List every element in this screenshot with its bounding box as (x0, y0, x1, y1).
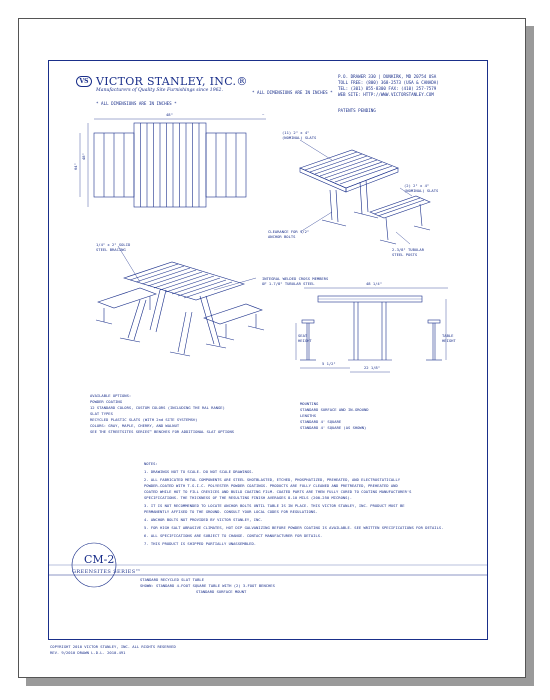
options-line: 12 STANDARD COLORS, CUSTOM COLORS (INCLUDING THE RAL RANGE) (90, 405, 225, 410)
seat-height-label: HEIGHT (298, 338, 312, 343)
company-tagline: Manufacturers of Quality Site Furnishings since 1962. (96, 88, 223, 93)
company-logo: VS (76, 76, 92, 87)
plan-depth-dimension: 64" (73, 163, 78, 170)
callout-anchor-clearance: CLEARANCE FOR 1/2" (268, 229, 310, 234)
mounting-line: STANDARD SURFACE AND IN-GROUND (300, 407, 369, 412)
mounting-line: LENGTHS (300, 413, 317, 418)
callout-bench-slats-qty: (2) 2" x 4" (404, 183, 430, 188)
callout-bracing: STEEL BRACING (96, 247, 126, 252)
elevation-view (296, 288, 448, 372)
company-name: VICTOR STANLEY, INC.® (96, 75, 248, 88)
note-line: COATED WHILE HOT TO FILL CREVICES AND BUILD COATING FILM. COATED PARTS ARE THEN FULLY CURED TO COATING MANUFACTURER'S (144, 489, 412, 494)
dimensions-note-left: * ALL DIMENSIONS ARE IN INCHES * (96, 101, 177, 106)
options-line: AVAILABLE OPTIONS: (90, 393, 132, 398)
contact-line: P.O. DRAWER 330 | DUNKIRK, MD 20754 USA (338, 74, 437, 79)
callout-anchor-bolts: ANCHOR BOLTS (268, 234, 296, 239)
note-line: 5. FOR HIGH SALT ABRASIVE CLIMATES, HOT DIP GALVANIZING BEFORE POWDER COATING IS AVAILABLE. SEE WRITTEN SPECIFICATIONS FOR DETAILS. (144, 525, 444, 530)
callout-tubular-posts: 2-3/8" TUBULAR (392, 247, 425, 252)
callout-top-slats: (NOMINAL) SLATS (282, 135, 317, 140)
mounting-line: STANDARD 4' SQUARE (AS SHOWN) (300, 425, 367, 430)
contact-line: TEL: (301) 855-8300 FAX: (410) 257-7579 (338, 86, 437, 91)
series-name: GREENSITES SERIES™ (72, 569, 141, 575)
plan-overall-dimension: ~ (262, 112, 265, 117)
options-line: POWDER COATING (90, 399, 123, 404)
contact-line: WEB SITE: HTTP://WWW.VICTORSTANLEY.COM (338, 92, 434, 97)
seat-height-label: SEAT (298, 333, 308, 338)
patent-note: PATENTS PENDING (338, 108, 376, 113)
note-line: 1. DRAWINGS NOT TO SCALE. DO NOT SCALE DRAWINGS. (144, 469, 254, 474)
plan-view (80, 119, 266, 207)
note-line: PERMANENTLY AFFIXED TO THE GROUND. CONSULT YOUR LOCAL CODES FOR REGULATIONS. (144, 509, 318, 514)
note-line: 7. THIS PRODUCT IS SHIPPED PARTIALLY UNASSEMBLED. (144, 541, 257, 546)
mounting-line: MOUNTING (300, 401, 319, 406)
note-line: 3. IT IS NOT RECOMMENDED TO LOCATE ANCHOR BOLTS UNTIL TABLE IS IN PLACE. THIS VICTOR STANLEY, INC. PRODUCT MUST BE (144, 503, 405, 508)
elevation-width-dimension: 22 1/8" (364, 365, 381, 370)
callout-cross-members: INTEGRAL WELDED CROSS MEMBERS (262, 276, 329, 281)
product-mount: STANDARD SURFACE MOUNT (196, 589, 247, 594)
plan-top-dimension: 48" (166, 112, 173, 117)
elevation-top-dimension: 48 1/4" (366, 281, 383, 286)
options-line: SLAT TYPES (90, 411, 113, 416)
table-height-label: HEIGHT (442, 338, 456, 343)
revision-line: REV. 9/2010 DRAWN L.D.L. 2010-491 (50, 650, 126, 655)
contact-line: TOLL FREE: (800) 368-2573 (USA & CANADA) (338, 80, 439, 85)
frame-isometric-view (96, 246, 264, 356)
dimensions-note-center: * ALL DIMENSIONS ARE IN INCHES * (252, 90, 333, 95)
note-line: 4. ANCHOR BOLTS NOT PROVIDED BY VICTOR STANLEY, INC. (144, 517, 263, 522)
note-line: POWDER-COATED WITH T.G.I.C. POLYESTER POWDER COATINGS. PRODUCTS ARE FULLY CLEANED AND PRETREATED, PREHEATED AND (144, 483, 398, 488)
mounting-line: STANDARD 4' SQUARE (300, 419, 342, 424)
note-line: 2. ALL FABRICATED METAL COMPONENTS ARE STEEL SHOTBLASTED, ETCHED, PHOSPHATIZED, PREHEATED, AND ELECTROSTATICALLY (144, 477, 401, 482)
note-line: SPECIFICATIONS. THE THICKNESS OF THE RESULTING FINISH AVERAGES 8-10 MILS (200-250 MICRONS). (144, 495, 353, 500)
note-line: 6. ALL SPECIFICATIONS ARE SUBJECT TO CHANGE. CONTACT MANUFACTURER FOR DETAILS. (144, 533, 323, 538)
callout-top-slats-qty: (11) 2" x 4" (282, 130, 310, 135)
plan-side-dimension: 48" (81, 153, 86, 160)
options-line: SEE THE STREETSITES SERIES™ BENCHES FOR ADDITIONAL SLAT OPTIONS (90, 429, 235, 434)
callout-tubular-steel: STEEL POSTS (392, 252, 418, 257)
copyright-line: COPYRIGHT 2010 VICTOR STANLEY, INC. ALL RIGHTS RESERVED (50, 644, 176, 649)
note-line: NOTES: (144, 461, 158, 466)
callout-bench-slats: (NOMINAL) SLATS (404, 188, 439, 193)
elevation-base-dimension: 5 1/2" (322, 361, 336, 366)
table-height-label: TABLE (442, 333, 454, 338)
product-code: CM-2 (84, 553, 115, 566)
product-shown: SHOWN: STANDARD 4-FOOT SQUARE TABLE WITH (2) 3-FOOT BENCHES (140, 583, 275, 588)
callout-bracing-size: 1/4" x 2" SOLID (96, 242, 131, 247)
options-line: RECYCLED PLASTIC SLATS (WITH 2nd SITE SYSTEMS®) (90, 417, 198, 422)
product-title: STANDARD RECYCLED SLAT TABLE (140, 577, 205, 582)
options-line: COLORS: GRAY, MAPLE, CHERRY, AND WALNUT (90, 423, 180, 428)
callout-cross-tubing: OF 1-7/8" TUBULAR STEEL (262, 281, 315, 286)
